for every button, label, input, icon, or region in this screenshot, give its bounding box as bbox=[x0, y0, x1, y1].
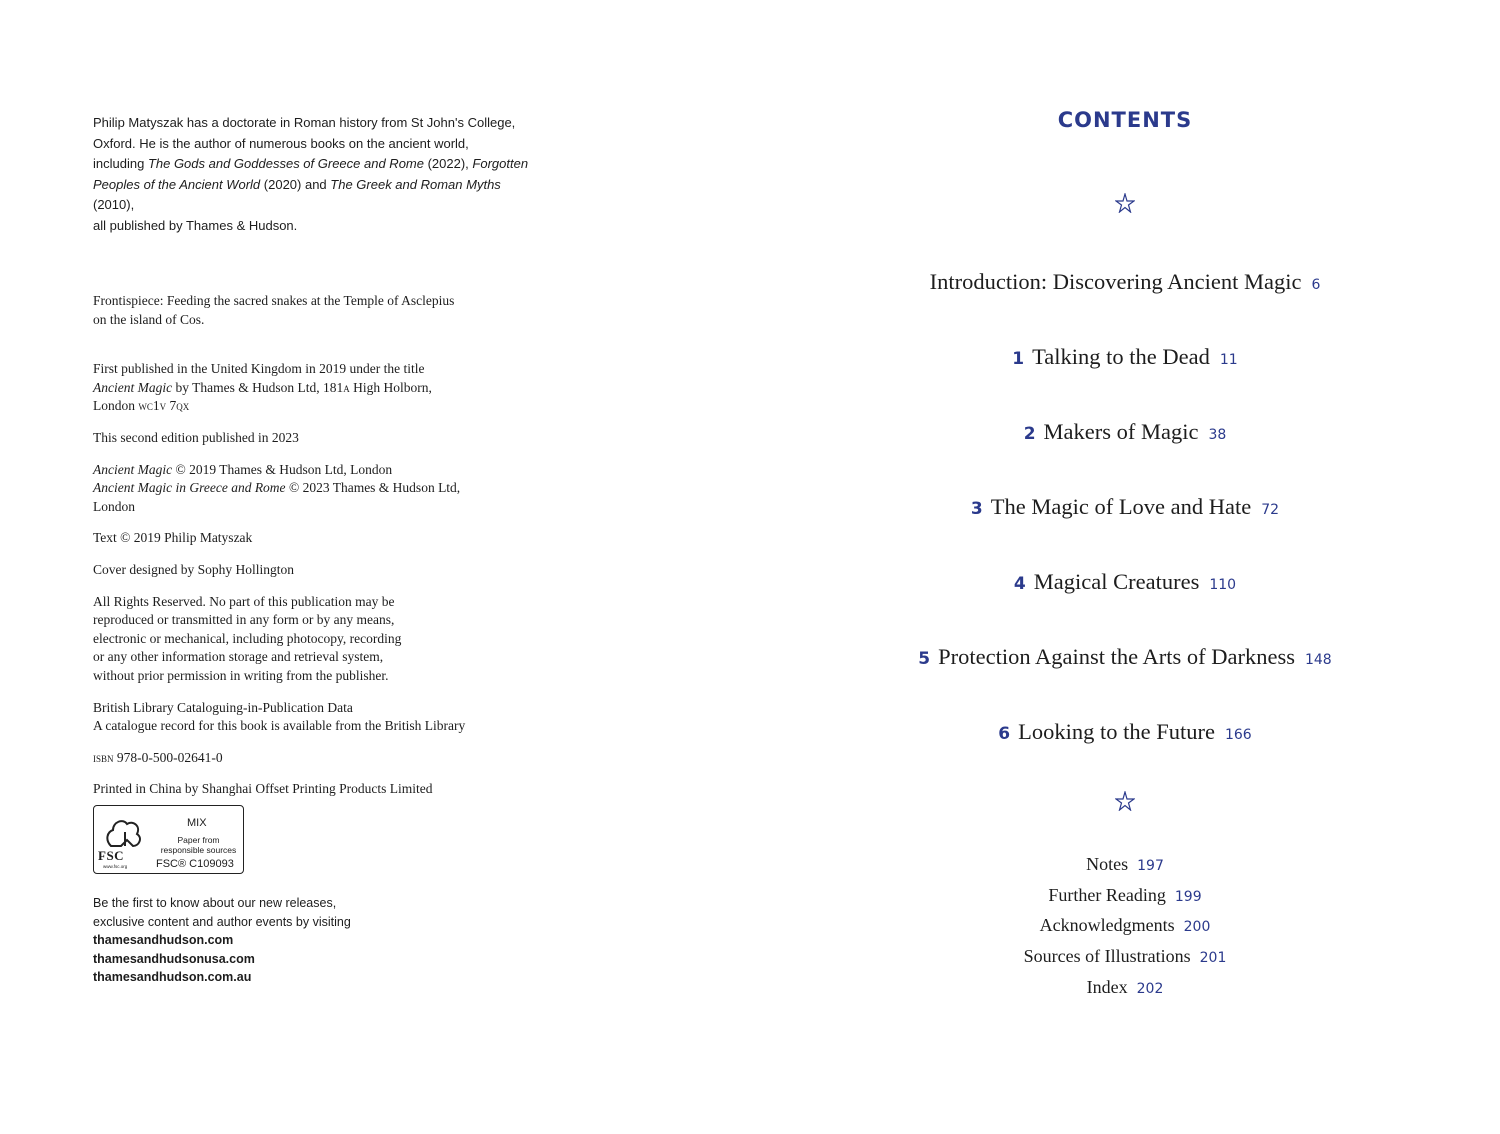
copyright-page bbox=[93, 113, 543, 799]
cip-data: British Library Cataloguing-in-Publication Data A catalogue record for this book is available from the British Library bbox=[93, 699, 466, 734]
fsc-subtext: Paper from responsible sources bbox=[160, 835, 237, 855]
toc-chapter-6[interactable] bbox=[750, 719, 1500, 745]
fsc-code: FSC® C109093 bbox=[156, 858, 234, 870]
toc-chapter-2[interactable] bbox=[750, 419, 1500, 445]
isbn: isbn 978-0-500-02641-0 bbox=[93, 749, 223, 765]
first-published: First published in the United Kingdom in 2019 under the title Ancient Magic by Thames & Hudson Ltd, 181a High Holborn, London wc1v 7qx bbox=[93, 361, 432, 414]
rights-reserved: All Rights Reserved. No part of this publication may be reproduced or transmitted in any form or by any means, electronic or mechanical, including photocopy, recording or any other information storage and retrieval system, without prior permission in writing from the publisher. bbox=[93, 593, 402, 683]
website-link[interactable]: thamesandhudsonusa.com bbox=[93, 951, 255, 966]
toc-back-acknowledgments[interactable]: Acknowledgments 200 bbox=[1039, 915, 1211, 936]
toc-page: 72 bbox=[1261, 502, 1280, 518]
toc-title: Looking to the Future bbox=[1018, 719, 1215, 744]
toc-back-sources[interactable]: Sources of Illustrations 201 bbox=[1023, 946, 1227, 967]
toc-title: Makers of Magic bbox=[1043, 419, 1199, 444]
promo-line: Be the first to know about our new releases, bbox=[93, 896, 337, 910]
toc-page: 6 bbox=[1311, 277, 1321, 293]
toc-page: 148 bbox=[1304, 652, 1332, 668]
toc-page: 11 bbox=[1219, 352, 1238, 368]
toc-back-further-reading[interactable]: Further Reading 199 bbox=[1048, 884, 1202, 905]
back-matter-list bbox=[750, 850, 1500, 1004]
toc-title: Protection Against the Arts of Darkness bbox=[938, 644, 1295, 669]
fsc-logo-text: FSC bbox=[98, 848, 125, 863]
bio-line: all published by Thames & Hudson. bbox=[93, 217, 298, 233]
bio-line: Oxford. He is the author of numerous books on the ancient world, bbox=[93, 135, 469, 151]
contents-heading: CONTENTS bbox=[1057, 108, 1193, 132]
bio-line: Peoples of the Ancient World (2020) and The Greek and Roman Myths (2010), bbox=[93, 176, 501, 212]
toc-title: Magical Creatures bbox=[1033, 569, 1200, 594]
website-promo bbox=[93, 894, 351, 987]
website-link[interactable]: thamesandhudson.com bbox=[93, 933, 234, 947]
toc-chapter-1[interactable] bbox=[750, 344, 1500, 370]
toc-title: Talking to the Dead bbox=[1032, 344, 1210, 369]
copyright-notice: Ancient Magic © 2019 Thames & Hudson Ltd, London Ancient Magic in Greece and Rome © 2023 Thames & Hudson Ltd, London bbox=[93, 461, 461, 514]
chapter-number: 5 bbox=[918, 649, 931, 669]
fsc-mix: MIX bbox=[187, 817, 207, 829]
toc-page: 110 bbox=[1209, 577, 1237, 593]
promo-line: exclusive content and author events by visiting bbox=[93, 914, 351, 929]
chapter-number: 2 bbox=[1023, 424, 1036, 444]
toc-chapter-5[interactable] bbox=[750, 644, 1500, 670]
fsc-url: www.fsc.org bbox=[103, 864, 128, 869]
second-edition: This second edition published in 2023 bbox=[93, 429, 299, 445]
chapter-number: 4 bbox=[1013, 574, 1026, 594]
chapter-number: 1 bbox=[1012, 349, 1025, 369]
toc-chapter-3[interactable] bbox=[750, 494, 1500, 520]
fsc-label bbox=[93, 805, 244, 874]
toc-title: Introduction: Discovering Ancient Magic bbox=[929, 269, 1302, 294]
website-link[interactable]: thamesandhudson.com.au bbox=[93, 970, 252, 984]
bio-line: Philip Matyszak has a doctorate in Roman history from St John's College, bbox=[93, 115, 516, 130]
star-ornament-icon bbox=[1115, 193, 1135, 213]
printed-in: Printed in China by Shanghai Offset Printing Products Limited bbox=[93, 781, 433, 797]
toc-back-index[interactable]: Index 202 bbox=[1086, 976, 1164, 997]
text-copyright: Text © 2019 Philip Matyszak bbox=[93, 530, 253, 546]
toc-page: 38 bbox=[1208, 427, 1227, 443]
chapter-number: 3 bbox=[970, 499, 983, 519]
star-ornament-icon bbox=[1115, 791, 1135, 811]
chapter-number: 6 bbox=[998, 724, 1011, 744]
author-bio bbox=[93, 113, 543, 236]
toc-back-notes[interactable]: Notes 197 bbox=[1086, 854, 1164, 874]
frontispiece-caption: Frontispiece: Feeding the sacred snakes at the Temple of Asclepius on the island of Cos. bbox=[93, 293, 455, 327]
toc-intro[interactable] bbox=[750, 269, 1500, 295]
bio-line: including The Gods and Goddesses of Greece and Rome (2022), Forgotten bbox=[93, 156, 529, 171]
toc-title: The Magic of Love and Hate bbox=[990, 494, 1252, 519]
toc-page: 166 bbox=[1224, 727, 1252, 743]
cover-credit: Cover designed by Sophy Hollington bbox=[93, 561, 294, 577]
toc-chapter-4[interactable] bbox=[750, 569, 1500, 595]
